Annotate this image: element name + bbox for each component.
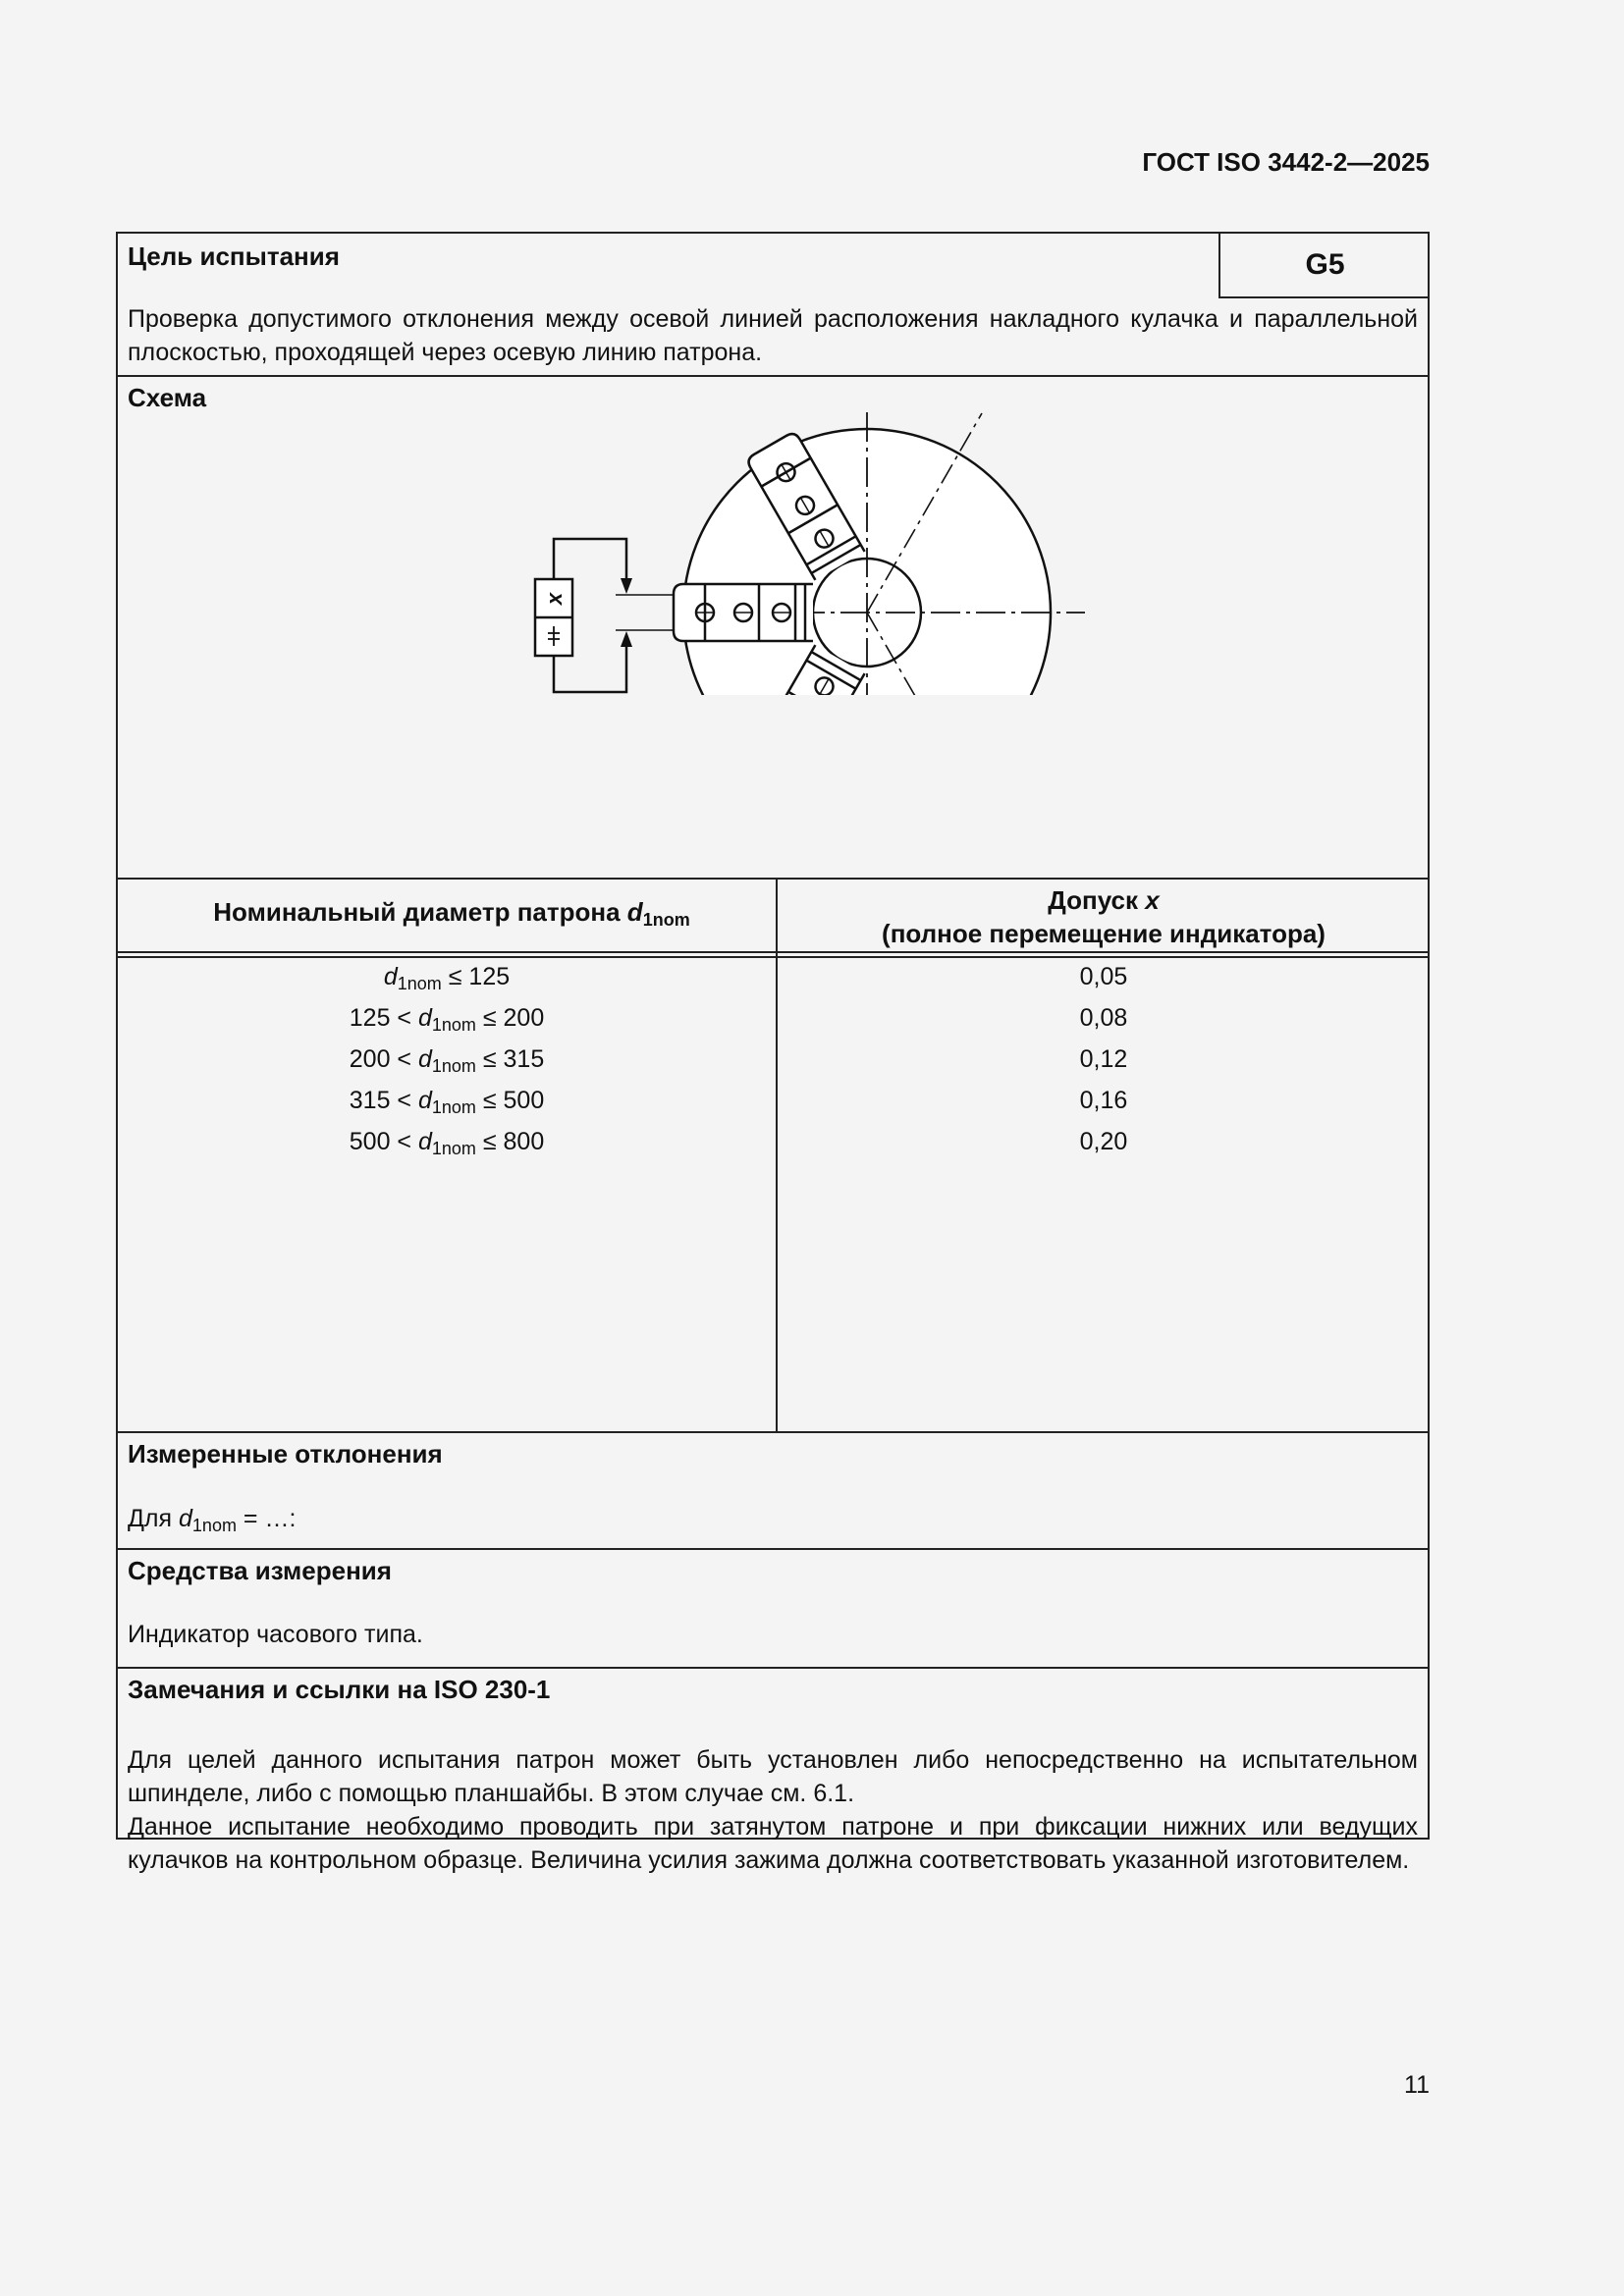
chuck-schema-diagram — [118, 234, 1428, 695]
table-row-diameter: $200 < d_{1nom} \le 315$ — [349, 1045, 545, 1076]
purpose-text: Проверка допустимого отклонения между осевой линией расположения накладного кулачка и параллельной плоскостью, проходящей через осевую линию патрона. — [128, 305, 1418, 366]
schema-title: Схема — [128, 383, 207, 412]
document-code: ГОСТ ISO 3442-2—2025 — [1142, 147, 1430, 177]
table-row-tolerance: 0,12 — [1079, 1045, 1128, 1073]
measured-text: Для $d_{1nom}$ = …: — [128, 1505, 297, 1535]
instruments-text: Индикатор часового типа. — [128, 1621, 423, 1648]
measured-title: Измеренные отклонения — [128, 1439, 443, 1468]
indicator-label: x — [542, 592, 567, 606]
divider — [118, 1548, 1428, 1550]
remarks-paragraph-1: Для целей данного испытания патрон может быть установлен либо непосредственно на испытательном шпинделе, либо с помощью планшайбы. В этом случае см. 6.1. — [128, 1746, 1418, 1807]
table-row-tolerance: 0,05 — [1079, 963, 1128, 990]
column-header-diameter: Номинальный диаметр патрона $d_{1nom}$ — [213, 897, 690, 930]
column-header-tolerance: Допуск x (полное перемещение индикатора) — [882, 885, 1326, 948]
table-row-tolerance: 0,08 — [1079, 1004, 1128, 1032]
table-row-diameter: $315 < d_{1nom} \le 500$ — [349, 1087, 545, 1117]
divider — [118, 951, 1428, 953]
table-row-diameter: $125 < d_{1nom} \le 200$ — [349, 1004, 545, 1035]
table-row-diameter: $500 < d_{1nom} \le 800$ — [349, 1128, 545, 1158]
remarks-paragraph-2: Данное испытание необходимо проводить при затянутом патроне и при фиксации нижних или ведущих кулачков на контрольном образце. Величина усилия зажима должна соответствовать указанной изготовителем. — [128, 1813, 1418, 1874]
divider — [118, 878, 1428, 880]
instruments-title: Средства измерения — [128, 1556, 392, 1585]
test-code-box: G5 — [1218, 234, 1430, 298]
table-row-diameter: $d_{1nom} \le 125$ — [383, 963, 511, 993]
table-row-tolerance: 0,16 — [1079, 1087, 1128, 1114]
remarks-title: Замечания и ссылки на ISO 230-1 — [128, 1675, 551, 1704]
left-jaw — [674, 584, 813, 641]
divider — [118, 1667, 1428, 1669]
purpose-title: Цель испытания — [128, 241, 340, 271]
test-sheet-frame — [116, 232, 1430, 1874]
table-row-tolerance: 0,20 — [1079, 1128, 1128, 1155]
divider — [118, 1431, 1428, 1433]
page-number: 11 — [1404, 2071, 1430, 2099]
dial-indicator — [535, 539, 674, 692]
